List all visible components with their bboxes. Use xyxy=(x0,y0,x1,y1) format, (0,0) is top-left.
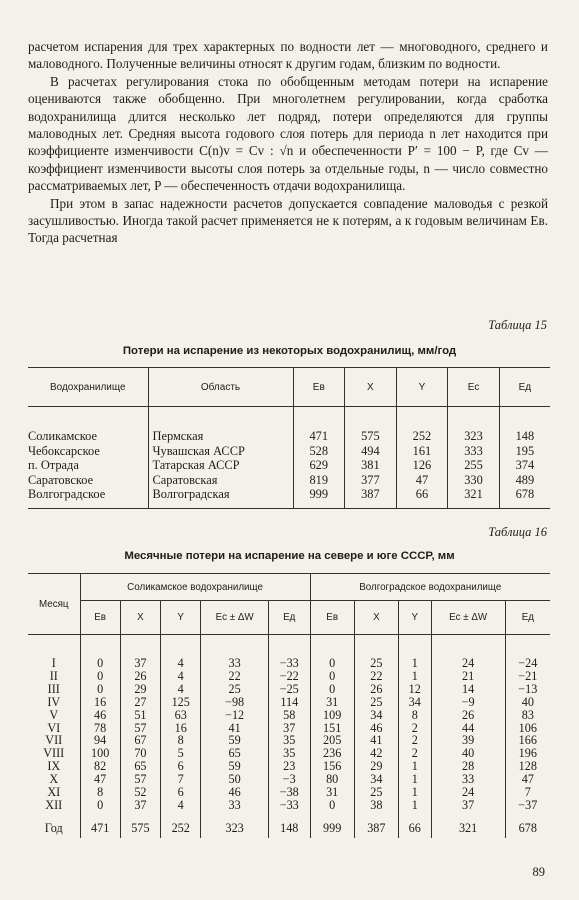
table-16-cell: 50 xyxy=(201,773,269,786)
table-16-cell: 33 xyxy=(201,635,269,670)
table-16-cell: 38 xyxy=(354,799,398,812)
table-16-total-cell: 575 xyxy=(120,812,160,838)
table-15-caption: Таблица 15 xyxy=(488,318,547,332)
table-16-cell: 125 xyxy=(161,696,201,709)
table-16-total-cell: 471 xyxy=(80,812,120,838)
table-16-cell: 24 xyxy=(431,635,505,670)
month-label: I xyxy=(51,656,56,670)
table-16-cell: 37 xyxy=(268,722,310,735)
table-16-cell: 7 xyxy=(161,773,201,786)
table-16-total-cell: 321 xyxy=(431,812,505,838)
table-16-cell: 41 xyxy=(354,734,398,747)
table-15-cell: 333 xyxy=(448,444,500,459)
table-16-cell: 7 xyxy=(505,786,550,799)
table-16-cell: 14 xyxy=(431,683,505,696)
table-15-cell: 255 xyxy=(448,458,500,473)
table-16-cell: 41 xyxy=(201,722,269,735)
table-16-cell: 26 xyxy=(354,683,398,696)
header-ev: Eв xyxy=(293,368,345,407)
table-16-cell: 33 xyxy=(201,799,269,812)
table-16-cell: 106 xyxy=(505,722,550,735)
table-15-cell: 528 xyxy=(293,444,345,459)
table-16-cell: 205 xyxy=(310,734,354,747)
table-16-cell: −24 xyxy=(505,635,550,670)
table-16-cell: 33 xyxy=(431,773,505,786)
table-16-subheader: X xyxy=(354,601,398,635)
table-15-cell: Саратовское xyxy=(28,472,94,487)
month-label: VI xyxy=(47,720,61,735)
table-16-cell: 27 xyxy=(120,696,160,709)
table-16-cell: 1 xyxy=(398,799,431,812)
table-16-cell: 114 xyxy=(268,696,310,709)
table-16-cell: 4 xyxy=(161,635,201,670)
table-16-cell: −33 xyxy=(268,635,310,670)
table-15-cell: 126 xyxy=(396,458,448,473)
table-16-subheader: Eв xyxy=(310,601,354,635)
table-15-cell: 374 xyxy=(499,458,550,473)
table-15-cell: 819 xyxy=(293,473,345,488)
table-16-cell: 0 xyxy=(80,683,120,696)
table-15-cell: 321 xyxy=(448,487,500,508)
table-16-cell: 128 xyxy=(505,760,550,773)
table-16-cell: 23 xyxy=(268,760,310,773)
table-16-cell: 35 xyxy=(268,734,310,747)
table-16-cell: 80 xyxy=(310,773,354,786)
table-16-cell: 0 xyxy=(310,635,354,670)
table-16-subheader: Y xyxy=(398,601,431,635)
table-16-row xyxy=(28,709,550,722)
table-16-subheader: Eд xyxy=(268,601,310,635)
month-label: VIII xyxy=(43,746,65,761)
table-15-cell: 323 xyxy=(448,407,500,444)
table-16-subheader: Ec ± ΔW xyxy=(201,601,269,635)
table-16-cell: 59 xyxy=(201,760,269,773)
table-16-row xyxy=(28,696,550,709)
table-15-cell: Волгоградское xyxy=(28,487,106,502)
table-16-cell: 26 xyxy=(120,670,160,683)
table-16-subheader: Ec ± ΔW xyxy=(431,601,505,635)
table-16-cell: −12 xyxy=(201,709,269,722)
table-16-cell: 40 xyxy=(431,747,505,760)
table-16-subheader-row xyxy=(28,601,550,635)
table-16-cell: 52 xyxy=(120,786,160,799)
table-16-cell: 1 xyxy=(398,670,431,683)
table-16-cell: 58 xyxy=(268,709,310,722)
table-15-cell: Саратовская xyxy=(148,473,293,488)
table-16-cell: 47 xyxy=(80,773,120,786)
table-16-cell: 4 xyxy=(161,670,201,683)
table-16-row xyxy=(28,799,550,812)
table-15-header-row xyxy=(28,368,550,407)
table-16-cell: −3 xyxy=(268,773,310,786)
table-15-cell: Татарская АССР xyxy=(148,458,293,473)
table-16-cell: 34 xyxy=(398,696,431,709)
table-16-cell: 35 xyxy=(268,747,310,760)
table-16-cell: 109 xyxy=(310,709,354,722)
table-15-cell: 195 xyxy=(499,444,550,459)
header-ed: Eд xyxy=(499,368,550,407)
table-16-cell: 46 xyxy=(80,709,120,722)
table-16-cell: 65 xyxy=(120,760,160,773)
table-16-cell: −22 xyxy=(268,670,310,683)
table-16-cell: −25 xyxy=(268,683,310,696)
table-15-cell: Волгоградская xyxy=(148,487,293,508)
table-16-cell: 57 xyxy=(120,722,160,735)
table-16-cell: 8 xyxy=(161,734,201,747)
month-label: XII xyxy=(45,797,63,812)
table-16-cell: 2 xyxy=(398,747,431,760)
table-16-cell: 82 xyxy=(80,760,120,773)
table-16-cell: 12 xyxy=(398,683,431,696)
table-16-total-cell: 252 xyxy=(161,812,201,838)
table-16-cell: 37 xyxy=(431,799,505,812)
table-15-cell: п. Отрада xyxy=(28,458,79,473)
table-15-cell: Соликамское xyxy=(28,429,98,443)
table-16-cell: −9 xyxy=(431,696,505,709)
table-16-cell: 25 xyxy=(354,635,398,670)
header-y: Y xyxy=(396,368,448,407)
table-16-cell: 26 xyxy=(431,709,505,722)
table-16-cell: 70 xyxy=(120,747,160,760)
table-15-row xyxy=(28,444,550,459)
table-16-cell: 39 xyxy=(431,734,505,747)
table-15-cell: 66 xyxy=(396,487,448,508)
table-16-cell: 29 xyxy=(120,683,160,696)
table-16-cell: 59 xyxy=(201,734,269,747)
table-16-cell: −38 xyxy=(268,786,310,799)
table-16-total-cell: 66 xyxy=(398,812,431,838)
table-15-cell: 161 xyxy=(396,444,448,459)
table-16-cell: 1 xyxy=(398,773,431,786)
table-15-cell: 494 xyxy=(345,444,397,459)
table-15-cell: Чувашская АССР xyxy=(148,444,293,459)
table-16-cell: 2 xyxy=(398,734,431,747)
table-16-title: Месячные потери на испарение на севере и юге СССР, мм xyxy=(124,550,455,562)
table-16-subheader: X xyxy=(120,601,160,635)
table-16-cell: 83 xyxy=(505,709,550,722)
table-15-cell: 381 xyxy=(345,458,397,473)
header-group-solikamsk: Соликамское водохранилище xyxy=(80,574,310,601)
table-16-cell: 8 xyxy=(398,709,431,722)
page-number: 89 xyxy=(532,865,545,879)
table-16-row xyxy=(28,635,550,670)
table-16-cell: 1 xyxy=(398,760,431,773)
table-15-row xyxy=(28,473,550,488)
table-15-cell: 377 xyxy=(345,473,397,488)
table-16-cell: 67 xyxy=(120,734,160,747)
table-16-cell: 37 xyxy=(120,635,160,670)
table-15-title: Потери на испарение из некоторых водохранилищ, мм/год xyxy=(122,345,457,357)
table-15-cell: 148 xyxy=(499,407,550,444)
table-16-subheader: Eд xyxy=(505,601,550,635)
table-16-cell: 22 xyxy=(201,670,269,683)
table-16-cell: 34 xyxy=(354,773,398,786)
month-label: VII xyxy=(45,733,63,748)
table-15-cell: 678 xyxy=(499,487,550,508)
month-label: X xyxy=(49,772,59,787)
table-16-cell: 57 xyxy=(120,773,160,786)
table-16-cell: 4 xyxy=(161,683,201,696)
month-label: II xyxy=(49,668,58,683)
paragraph-1: расчетом испарения для трех характерных по водности лет — многоводного, среднего и маловодного. Полученные величины относят к другим годам, близким по водности. xyxy=(28,39,548,72)
table-16-cell: 0 xyxy=(80,635,120,670)
table-16-cell: 25 xyxy=(201,683,269,696)
table-16-cell: 156 xyxy=(310,760,354,773)
table-16-cell: −98 xyxy=(201,696,269,709)
table-16-cell: 22 xyxy=(354,670,398,683)
table-16-cell: 94 xyxy=(80,734,120,747)
table-15-row xyxy=(28,487,550,508)
table-16-cell: 0 xyxy=(80,799,120,812)
table-16 xyxy=(28,573,550,838)
table-16-cell: 0 xyxy=(80,670,120,683)
table-16-cell: 16 xyxy=(161,722,201,735)
table-16-cell: 236 xyxy=(310,747,354,760)
table-16-total-cell: 999 xyxy=(310,812,354,838)
table-16-cell: 25 xyxy=(354,786,398,799)
table-15-row xyxy=(28,458,550,473)
header-x: X xyxy=(345,368,397,407)
month-label: IX xyxy=(47,759,61,774)
table-16-cell: 47 xyxy=(505,773,550,786)
table-15-cell: Пермская xyxy=(148,407,293,444)
table-15 xyxy=(28,367,550,509)
table-16-total-cell: 678 xyxy=(505,812,550,838)
header-region: Область xyxy=(148,368,293,407)
table-16-cell: 21 xyxy=(431,670,505,683)
table-16-cell: 16 xyxy=(80,696,120,709)
table-16-cell: 31 xyxy=(310,696,354,709)
table-16-cell: 40 xyxy=(505,696,550,709)
table-16-cell: 42 xyxy=(354,747,398,760)
table-16-cell: 46 xyxy=(354,722,398,735)
paragraph-3: При этом в запас надежности расчетов допускается совпадение маловодья с резкой засушливостью. Иногда такой расчет применяется не к потерям, а к годовым величинам Eв. Тогда расчетная xyxy=(28,195,548,246)
table-16-cell: 5 xyxy=(161,747,201,760)
table-16-cell: 46 xyxy=(201,786,269,799)
table-16-cell: −13 xyxy=(505,683,550,696)
table-15-cell: 489 xyxy=(499,473,550,488)
table-16-cell: 1 xyxy=(398,635,431,670)
table-16-total-cell: 148 xyxy=(268,812,310,838)
table-16-cell: 166 xyxy=(505,734,550,747)
header-group-volgograd: Волгоградское водохранилище xyxy=(310,574,550,601)
table-16-group-row xyxy=(28,574,550,601)
table-16-cell: 196 xyxy=(505,747,550,760)
table-16-cell: 28 xyxy=(431,760,505,773)
table-15-cell: 387 xyxy=(345,487,397,508)
table-16-total-row xyxy=(28,812,550,838)
table-16-cell: −37 xyxy=(505,799,550,812)
table-16-row xyxy=(28,683,550,696)
table-16-subheader: Eв xyxy=(80,601,120,635)
table-15-cell: 252 xyxy=(396,407,448,444)
table-16-cell: 34 xyxy=(354,709,398,722)
table-15-row xyxy=(28,407,550,444)
table-16-cell: 0 xyxy=(310,799,354,812)
month-label: III xyxy=(47,681,60,696)
table-16-total-cell: Год xyxy=(44,820,63,835)
table-16-cell: 100 xyxy=(80,747,120,760)
table-16-cell: 29 xyxy=(354,760,398,773)
table-16-cell: 0 xyxy=(310,683,354,696)
table-16-total-cell: 323 xyxy=(201,812,269,838)
table-16-cell: 2 xyxy=(398,722,431,735)
table-16-cell: 44 xyxy=(431,722,505,735)
table-16-cell: 65 xyxy=(201,747,269,760)
table-15-cell: 471 xyxy=(293,407,345,444)
table-16-subheader: Y xyxy=(161,601,201,635)
table-16-cell: 4 xyxy=(161,799,201,812)
table-16-cell: 51 xyxy=(120,709,160,722)
table-16-cell: 63 xyxy=(161,709,201,722)
header-ec: Ec xyxy=(448,368,500,407)
month-label: IV xyxy=(47,694,61,709)
table-15-cell: 629 xyxy=(293,458,345,473)
table-16-cell: 6 xyxy=(161,786,201,799)
table-16-cell: 31 xyxy=(310,786,354,799)
table-15-cell: 999 xyxy=(293,487,345,508)
month-label: V xyxy=(49,707,59,722)
table-16-cell: −33 xyxy=(268,799,310,812)
table-16-total-cell: 387 xyxy=(354,812,398,838)
table-16-cell: 24 xyxy=(431,786,505,799)
table-16-cell: 37 xyxy=(120,799,160,812)
table-16-cell: 151 xyxy=(310,722,354,735)
table-16-cell: 1 xyxy=(398,786,431,799)
table-15-cell: 330 xyxy=(448,473,500,488)
table-15-cell: 47 xyxy=(396,473,448,488)
month-label: XI xyxy=(47,785,61,800)
table-16-cell: 25 xyxy=(354,696,398,709)
table-16-cell: 6 xyxy=(161,760,201,773)
body-text xyxy=(28,38,548,247)
paragraph-2: В расчетах регулирования стока по обобщенным методам потери на испарение оцениваются также обобщенно. При многолетнем регулировании, когда сработка водохранилища длится несколько лет подряд, потери определяются для группы маловодных лет. Средняя высота годового слоя потерь для периода n лет находится при коэффициенте изменчивости C(n)v = Cv : √n и обеспеченности P′ = 100 − P, где Cv — коэффициент изменчивости высоты слоя потерь за отдельные годы, n — число совместно рассматриваемых лет, P — обеспеченность отдачи водохранилища. xyxy=(28,73,548,194)
table-15-cell: 575 xyxy=(345,407,397,444)
table-16-cell: 8 xyxy=(80,786,120,799)
header-reservoir: Водохранилище xyxy=(28,368,148,407)
table-16-caption: Таблица 16 xyxy=(488,525,547,539)
header-month: Месяц xyxy=(28,574,80,635)
table-16-row xyxy=(28,670,550,683)
table-16-cell: 0 xyxy=(310,670,354,683)
table-15-cell: Чебоксарское xyxy=(28,443,100,458)
table-16-cell: 78 xyxy=(80,722,120,735)
table-16-cell: −21 xyxy=(505,670,550,683)
